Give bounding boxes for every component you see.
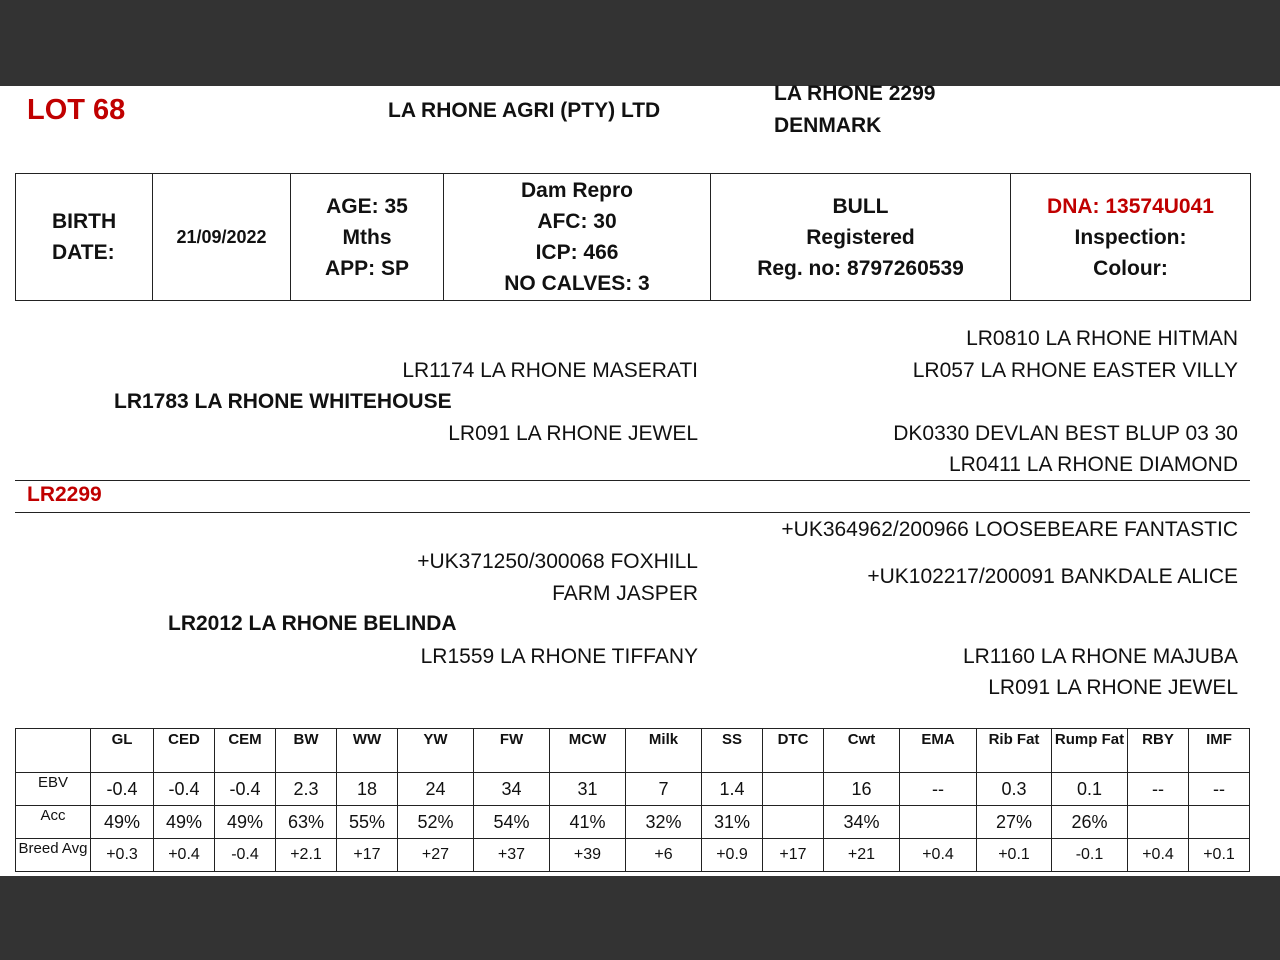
ebv-cell: 41% (550, 806, 626, 839)
dam-sire-sire: +UK364962/200966 LOOSEBEARE FANTASTIC (781, 518, 1238, 541)
ebv-cell: 26% (1052, 806, 1128, 839)
dam-dam-dam: LR091 LA RHONE JEWEL (988, 676, 1238, 699)
ebv-cell: 49% (154, 806, 215, 839)
ebv-row-label: EBV (16, 773, 91, 806)
animal-name: LA RHONE 2299 (774, 82, 936, 105)
sire-sire: LR1174 LA RHONE MASERATI (402, 359, 698, 382)
ebv-header-cell: Cwt (824, 729, 900, 773)
ebv-header-corner (16, 729, 91, 773)
ebv-header-cell: RBY (1128, 729, 1189, 773)
ebv-table (15, 728, 1250, 872)
dam-dam: LR1559 LA RHONE TIFFANY (420, 645, 698, 668)
reg-number: Reg. no: 8797260539 (757, 256, 964, 280)
bottom-dark-band (0, 876, 1280, 960)
age-unit: Mths (342, 225, 392, 249)
inspection: Inspection: (1074, 225, 1187, 249)
ebv-cell: 52% (398, 806, 474, 839)
company-name: LA RHONE AGRI (PTY) LTD (388, 99, 661, 122)
ebv-cell: 34 (474, 773, 550, 806)
ebv-cell: +0.3 (91, 839, 154, 872)
dam-sire-line-2: FARM JASPER (552, 582, 698, 605)
divider-bottom (15, 512, 1250, 513)
ebv-header-cell: YW (398, 729, 474, 773)
ebv-row-label: Breed Avg (16, 839, 91, 872)
ebv-cell (763, 773, 824, 806)
ebv-cell: 2.3 (276, 773, 337, 806)
ebv-cell: +6 (626, 839, 702, 872)
ebv-header-cell: Rib Fat (977, 729, 1052, 773)
ebv-header-cell: SS (702, 729, 763, 773)
info-table (15, 173, 1251, 301)
ebv-cell (900, 806, 977, 839)
dam-repro-cell (444, 174, 711, 301)
ebv-cell: 16 (824, 773, 900, 806)
status: Registered (806, 225, 915, 249)
sex: BULL (832, 194, 889, 218)
animal-id: LR2299 (27, 483, 102, 506)
ebv-header-cell: FW (474, 729, 550, 773)
ebv-cell: 27% (977, 806, 1052, 839)
ebv-cell: 54% (474, 806, 550, 839)
dam-dam-sire: LR1160 LA RHONE MAJUBA (962, 645, 1238, 668)
birth-date-value: 21/09/2022 (153, 174, 291, 301)
ebv-cell: +0.4 (154, 839, 215, 872)
dam-sire-dam: +UK102217/200091 BANKDALE ALICE (867, 565, 1238, 588)
sire-sire-sire: LR0810 LA RHONE HITMAN (966, 327, 1238, 350)
ebv-header-cell: BW (276, 729, 337, 773)
ebv-cell: 31% (702, 806, 763, 839)
appraisal: APP: SP (324, 256, 410, 280)
ebv-cell: -- (1128, 773, 1189, 806)
top-dark-band (0, 0, 1280, 86)
ebv-cell: 7 (626, 773, 702, 806)
animal-origin: DENMARK (774, 114, 882, 137)
age-cell (291, 174, 444, 301)
ebv-cell: 31 (550, 773, 626, 806)
dam-sire-line-1: +UK371250/300068 FOXHILL (417, 550, 698, 573)
ebv-cell: 63% (276, 806, 337, 839)
sire-dam-dam: LR0411 LA RHONE DIAMOND (948, 453, 1238, 476)
sire-dam: LR091 LA RHONE JEWEL (448, 422, 698, 445)
ebv-cell: -0.4 (215, 839, 276, 872)
ebv-cell: 18 (337, 773, 398, 806)
ebv-cell: -- (1189, 773, 1250, 806)
ebv-cell: 24 (398, 773, 474, 806)
ebv-cell: +2.1 (276, 839, 337, 872)
ebv-header-cell: MCW (550, 729, 626, 773)
ebv-cell: +0.1 (1189, 839, 1250, 872)
birth-date-label: BIRTH DATE: (16, 174, 153, 301)
ebv-header-cell: Rump Fat (1052, 729, 1128, 773)
dna-cell (1011, 174, 1251, 301)
ebv-header-cell: GL (91, 729, 154, 773)
ebv-cell: 49% (91, 806, 154, 839)
ebv-cell: -0.4 (215, 773, 276, 806)
ebv-cell: -0.4 (154, 773, 215, 806)
ebv-header-cell: CED (154, 729, 215, 773)
sire-dam-sire: DK0330 DEVLAN BEST BLUP 03 30 (893, 422, 1238, 445)
ebv-cell: +21 (824, 839, 900, 872)
ebv-cell (1189, 806, 1250, 839)
ebv-header-cell: IMF (1189, 729, 1250, 773)
ebv-cell: +37 (474, 839, 550, 872)
ebv-cell: 32% (626, 806, 702, 839)
colour: Colour: (1093, 256, 1168, 280)
dam: LR2012 LA RHONE BELINDA (168, 612, 457, 635)
ebv-cell: +0.9 (702, 839, 763, 872)
ebv-cell: +0.4 (900, 839, 977, 872)
ebv-cell: +27 (398, 839, 474, 872)
ebv-cell: -0.4 (91, 773, 154, 806)
lot-number: LOT 68 (27, 94, 126, 126)
ebv-header-cell: EMA (900, 729, 977, 773)
ebv-cell: 1.4 (702, 773, 763, 806)
ebv-header-cell: CEM (215, 729, 276, 773)
afc: AFC: 30 (537, 210, 617, 233)
ebv-cell: +0.1 (977, 839, 1052, 872)
ebv-row (16, 839, 1250, 872)
age-value: AGE: 35 (326, 194, 408, 218)
ebv-cell: +17 (763, 839, 824, 872)
ebv-cell: -0.1 (1052, 839, 1128, 872)
dna-number: DNA: 13574U041 (1047, 194, 1214, 218)
registration-cell (711, 174, 1011, 301)
ebv-cell: 34% (824, 806, 900, 839)
icp: ICP: 466 (535, 241, 619, 264)
ebv-cell: +0.4 (1128, 839, 1189, 872)
ebv-cell: 49% (215, 806, 276, 839)
ebv-cell: 0.1 (1052, 773, 1128, 806)
divider-top (15, 480, 1250, 481)
ebv-row-label: Acc (16, 806, 91, 839)
ebv-header-cell: DTC (763, 729, 824, 773)
ebv-row (16, 806, 1250, 839)
ebv-cell: -- (900, 773, 977, 806)
ebv-cell: 0.3 (977, 773, 1052, 806)
ebv-cell: +17 (337, 839, 398, 872)
ebv-header-cell: WW (337, 729, 398, 773)
ebv-header-row (16, 729, 1250, 773)
ebv-cell (1128, 806, 1189, 839)
ebv-header-cell: Milk (626, 729, 702, 773)
ebv-cell (763, 806, 824, 839)
dam-repro-title: Dam Repro (520, 179, 634, 202)
no-calves: NO CALVES: 3 (504, 272, 650, 295)
ebv-cell: +39 (550, 839, 626, 872)
ebv-row (16, 773, 1250, 806)
sire-sire-dam: LR057 LA RHONE EASTER VILLY (912, 359, 1238, 382)
sire: LR1783 LA RHONE WHITEHOUSE (114, 390, 452, 413)
ebv-cell: 55% (337, 806, 398, 839)
